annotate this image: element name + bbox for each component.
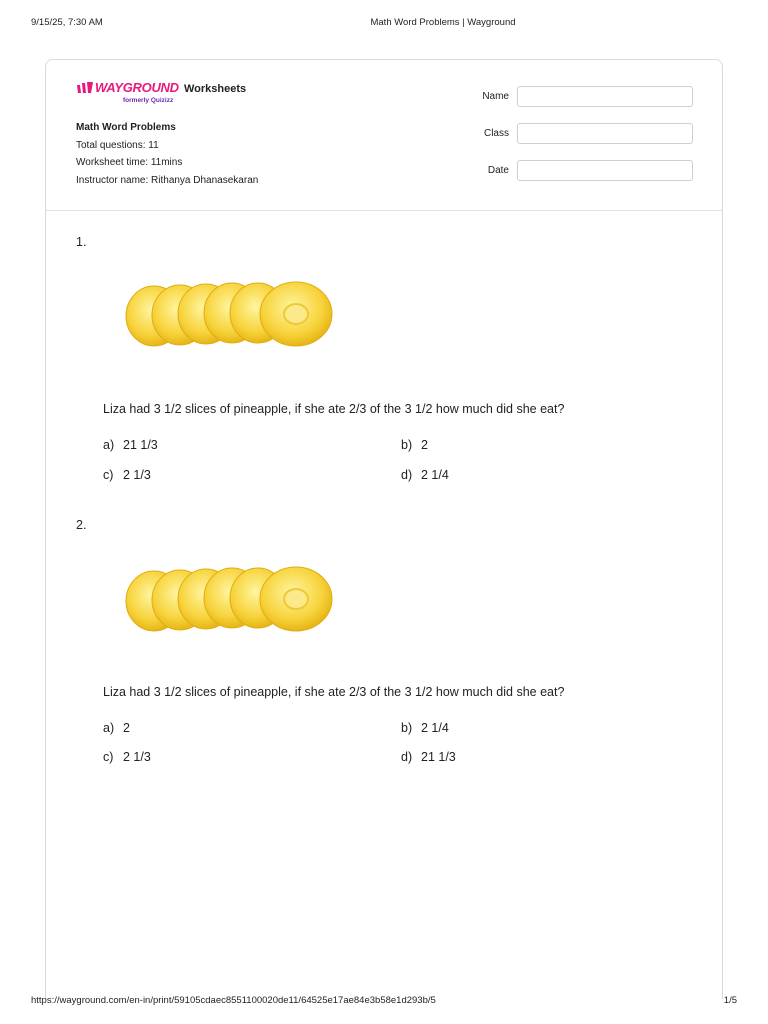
logo-bars-icon — [76, 82, 94, 94]
question-text: Liza had 3 1/2 slices of pineapple, if she ate 2/3 of the 3 1/2 how much did she eat? — [103, 685, 565, 699]
pineapple-slices-image — [124, 563, 334, 635]
option-b[interactable]: b) 2 — [401, 438, 428, 452]
worksheet-meta — [76, 119, 258, 189]
worksheet-time: Worksheet time: 11mins — [76, 157, 183, 168]
pineapple-slices-image — [124, 278, 334, 350]
print-tab-title: Math Word Problems | Wayground — [370, 17, 516, 28]
print-url: https://wayground.com/en-in/print/59105cdaec8551100020de11/64525e17ae84e3b58e1d293b/5 — [31, 995, 436, 1006]
logo-wordmark: WAYGROUND — [95, 80, 179, 95]
option-c[interactable]: c) 2 1/3 — [103, 468, 151, 482]
name-label: Name — [482, 91, 509, 102]
question-number: 1. — [76, 235, 87, 249]
print-datetime: 9/15/25, 7:30 AM — [31, 17, 103, 28]
question-number: 2. — [76, 518, 87, 532]
page-indicator: 1/5 — [723, 995, 737, 1006]
option-d[interactable]: d) 2 1/4 — [401, 468, 449, 482]
question-text: Liza had 3 1/2 slices of pineapple, if she ate 2/3 of the 3 1/2 how much did she eat? — [103, 402, 565, 416]
wayground-logo — [76, 80, 266, 110]
logo-subtitle: formerly Quizizz — [123, 97, 174, 104]
option-a[interactable]: a) 21 1/3 — [103, 438, 158, 452]
worksheet-header — [46, 60, 722, 211]
print-header — [0, 17, 768, 31]
name-field[interactable] — [517, 86, 693, 107]
instructor-name: Instructor name: Rithanya Dhanasekaran — [76, 174, 259, 186]
total-questions: Total questions: 11 — [76, 139, 159, 151]
print-footer — [0, 995, 768, 1009]
date-field[interactable] — [517, 160, 693, 181]
option-c[interactable]: c) 2 1/3 — [103, 750, 151, 764]
option-b[interactable]: b) 2 1/4 — [401, 721, 449, 735]
worksheets-label: Worksheets — [184, 83, 247, 95]
option-d[interactable]: d) 21 1/3 — [401, 750, 456, 764]
worksheet-title: Math Word Problems — [76, 122, 176, 133]
option-a[interactable]: a) 2 — [103, 721, 130, 735]
date-label: Date — [487, 165, 509, 176]
class-field[interactable] — [517, 123, 693, 144]
worksheet-card — [45, 59, 723, 999]
class-label: Class — [483, 128, 509, 139]
